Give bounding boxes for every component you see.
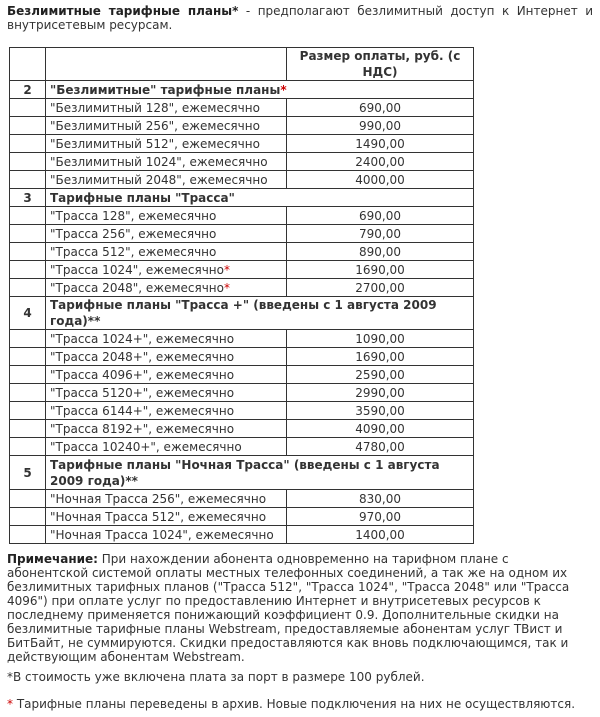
plan-name: "Трасса 512", ежемесячно: [50, 244, 217, 259]
table-row: [10, 261, 474, 279]
section-title-mark: *: [280, 82, 287, 97]
section-row: [10, 456, 474, 490]
row-empty-cell: [10, 135, 46, 153]
plan-price: 2700,00: [287, 279, 474, 297]
plan-name-cell: [46, 526, 287, 544]
plan-name: "Ночная Трасса 1024", ежемесячно: [50, 527, 274, 542]
table-row: [10, 330, 474, 348]
plan-price: 690,00: [287, 99, 474, 117]
plan-price: 990,00: [287, 117, 474, 135]
table-row: [10, 508, 474, 526]
plan-name: "Безлимитный 256", ежемесячно: [50, 118, 260, 133]
table-row: [10, 438, 474, 456]
note-label: Примечание:: [7, 552, 98, 566]
plan-name: "Трасса 8192+", ежемесячно: [50, 421, 235, 436]
plan-price: 1090,00: [287, 330, 474, 348]
row-empty-cell: [10, 225, 46, 243]
plan-price: 690,00: [287, 207, 474, 225]
table-row: [10, 490, 474, 508]
row-empty-cell: [10, 402, 46, 420]
plan-name: "Безлимитный 1024", ежемесячно: [50, 154, 268, 169]
table-row: [10, 348, 474, 366]
section-number: 5: [10, 456, 46, 490]
row-empty-cell: [10, 438, 46, 456]
plan-price: 1400,00: [287, 526, 474, 544]
table-row: [10, 279, 474, 297]
section-row: [10, 189, 474, 207]
plan-price: 830,00: [287, 490, 474, 508]
section-row: [10, 81, 474, 99]
row-empty-cell: [10, 348, 46, 366]
plan-archive-mark: *: [223, 280, 230, 295]
row-empty-cell: [10, 279, 46, 297]
plan-name-cell: [46, 438, 287, 456]
plan-price: 890,00: [287, 243, 474, 261]
row-empty-cell: [10, 153, 46, 171]
plan-price: 1490,00: [287, 135, 474, 153]
plan-name: "Безлимитный 512", ежемесячно: [50, 136, 260, 151]
plan-name: "Трасса 1024+", ежемесячно: [50, 331, 235, 346]
row-empty-cell: [10, 366, 46, 384]
table-row: [10, 153, 474, 171]
plan-name-cell: [46, 330, 287, 348]
footnote-archive-text: Тарифные планы переведены в архив. Новые подключения на них не осуществляются.: [13, 697, 576, 711]
row-empty-cell: [10, 490, 46, 508]
plan-price: 1690,00: [287, 261, 474, 279]
plan-name-cell: [46, 243, 287, 261]
row-empty-cell: [10, 420, 46, 438]
tariff-table: [9, 47, 474, 544]
table-row: [10, 243, 474, 261]
plan-price: 1690,00: [287, 348, 474, 366]
section-number: 4: [10, 297, 46, 330]
plan-name-cell: [46, 402, 287, 420]
plan-name: "Трасса 10240+", ежемесячно: [50, 439, 242, 454]
row-empty-cell: [10, 508, 46, 526]
plan-name: "Безлимитный 2048", ежемесячно: [50, 172, 268, 187]
plan-name-cell: [46, 384, 287, 402]
table-row: [10, 420, 474, 438]
plan-name-cell: [46, 225, 287, 243]
plan-name-cell: [46, 153, 287, 171]
intro-star: *: [232, 4, 239, 18]
plan-name-cell: [46, 207, 287, 225]
plan-price: 2400,00: [287, 153, 474, 171]
intro-title: Безлимитные тарифные планы: [7, 4, 233, 18]
header-empty-cell: [10, 48, 46, 81]
section-number: 2: [10, 81, 46, 99]
plan-name-cell: [46, 135, 287, 153]
plan-price: 4000,00: [287, 171, 474, 189]
table-row: [10, 384, 474, 402]
plan-name: "Трасса 5120+", ежемесячно: [50, 385, 235, 400]
plan-name: "Трасса 4096+", ежемесячно: [50, 367, 235, 382]
plan-name-cell: [46, 99, 287, 117]
plan-name: "Трасса 2048", ежемесячно: [50, 280, 224, 295]
plan-name-cell: [46, 348, 287, 366]
section-title: [46, 297, 474, 330]
plan-name-cell: [46, 279, 287, 297]
footnote-archive-mark: *: [7, 697, 13, 711]
note-text: При нахождении абонента одновременно на тарифном плане с абонентской системой оплаты местных телефонных соединений, а так же на одном их безлимитных тарифных планов ("Трасса 512", "Трасса 1024", "Трасса 2048" или "Трасса 4096") при оплате услуг по предоставлению Интернет и внутрисетевых ресурсов к последнему применяется понижающий коэффициент 0.9. Дополнительные скидки на безлимитные тарифные планы Webstream, предоставляемые абонентам услуг ТВист и БитБайт, не суммируются. Скидки предоставляются как вновь подключающимся, так и действующим абонентам Webstream.: [7, 552, 570, 664]
section-title-text: Тарифные планы "Трасса": [50, 190, 235, 205]
plan-name-cell: [46, 490, 287, 508]
table-row: [10, 402, 474, 420]
plan-name-cell: [46, 117, 287, 135]
plan-name-cell: [46, 171, 287, 189]
table-row: [10, 207, 474, 225]
header-name-cell: [46, 48, 287, 81]
table-row: [10, 366, 474, 384]
table-row: [10, 135, 474, 153]
plan-price: 2990,00: [287, 384, 474, 402]
intro-text: - предполагают безлимитный доступ к Интернет и внутрисетевым ресурсам.: [7, 4, 593, 32]
plan-price: 4780,00: [287, 438, 474, 456]
row-empty-cell: [10, 243, 46, 261]
section-number: 3: [10, 189, 46, 207]
row-empty-cell: [10, 384, 46, 402]
plan-name: "Трасса 6144+", ежемесячно: [50, 403, 235, 418]
plan-name-cell: [46, 508, 287, 526]
table-row: [10, 526, 474, 544]
table-row: [10, 171, 474, 189]
table-row: [10, 117, 474, 135]
plan-price: 3590,00: [287, 402, 474, 420]
table-row: [10, 99, 474, 117]
plan-name: "Трасса 256", ежемесячно: [50, 226, 217, 241]
section-title-text: Тарифные планы "Трасса +" (введены с 1 августа 2009 года)**: [50, 298, 437, 328]
section-title-text: "Безлимитные" тарифные планы: [50, 82, 281, 97]
plan-name: "Трасса 128", ежемесячно: [50, 208, 217, 223]
plan-name-cell: [46, 420, 287, 438]
row-empty-cell: [10, 261, 46, 279]
section-row: [10, 297, 474, 330]
row-empty-cell: [10, 330, 46, 348]
plan-name: "Ночная Трасса 512", ежемесячно: [50, 509, 267, 524]
plan-price: 970,00: [287, 508, 474, 526]
plan-price: 2590,00: [287, 366, 474, 384]
section-title-text: Тарифные планы "Ночная Трасса" (введены с 1 августа 2009 года)**: [50, 457, 440, 488]
plan-name: "Трасса 2048+", ежемесячно: [50, 349, 235, 364]
table-row: [10, 225, 474, 243]
plan-name: "Трасса 1024", ежемесячно: [50, 262, 224, 277]
note-paragraph: [7, 552, 593, 664]
plan-archive-mark: *: [223, 262, 230, 277]
section-title: [46, 81, 474, 99]
row-empty-cell: [10, 526, 46, 544]
row-empty-cell: [10, 117, 46, 135]
header-price-cell: Размер оплаты, руб. (с НДС): [287, 48, 474, 81]
row-empty-cell: [10, 207, 46, 225]
plan-name: "Безлимитный 128", ежемесячно: [50, 100, 260, 115]
plan-name: "Ночная Трасса 256", ежемесячно: [50, 491, 267, 506]
plan-name-cell: [46, 366, 287, 384]
footnote-port-fee: *В стоимость уже включена плата за порт в размере 100 рублей.: [7, 670, 425, 684]
plan-name-cell: [46, 261, 287, 279]
row-empty-cell: [10, 171, 46, 189]
row-empty-cell: [10, 99, 46, 117]
intro-paragraph: [7, 4, 593, 32]
plan-price: 4090,00: [287, 420, 474, 438]
table-header-row: [10, 48, 474, 81]
plan-price: 790,00: [287, 225, 474, 243]
section-title: [46, 189, 474, 207]
section-title: [46, 456, 474, 490]
footnote-archive: [7, 697, 593, 711]
